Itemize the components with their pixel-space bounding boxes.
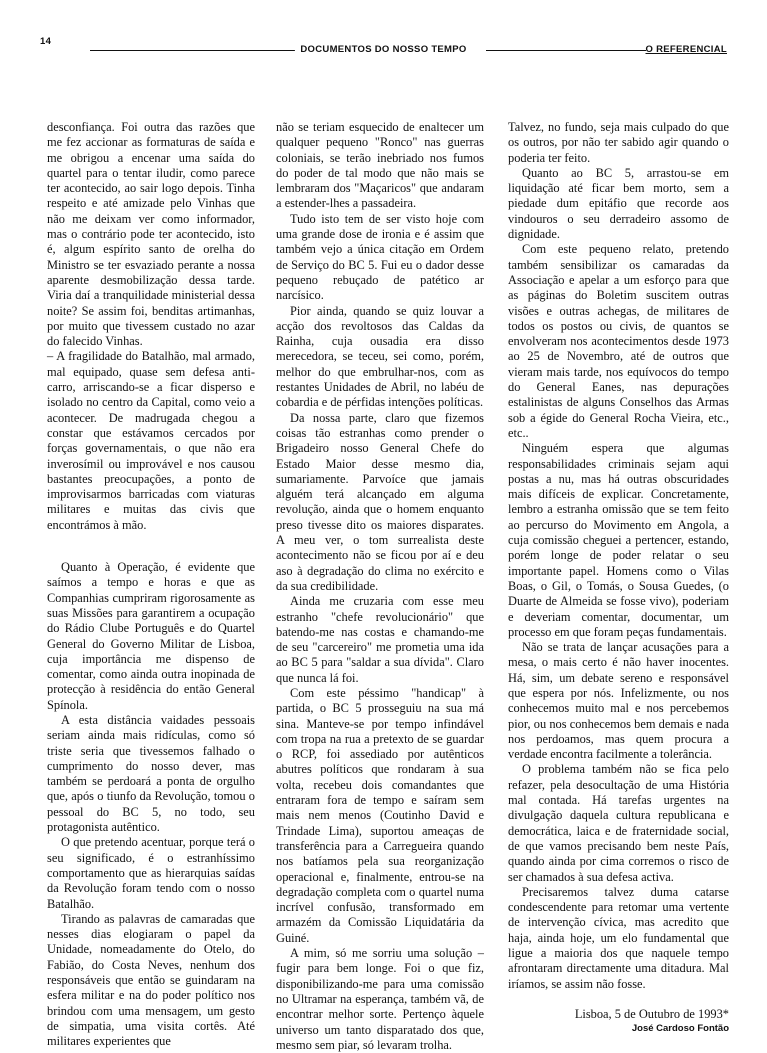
section-title: DOCUMENTOS DO NOSSO TEMPO: [294, 44, 472, 56]
article-column-2: [276, 120, 484, 1053]
paragraph: Não se trata de lançar acusações para a mesa, o mais certo é não haver inocentes. Há, sim, um debate sereno e responsável que espera por nós. Infelizmente, ou nos conhecemos muito mal e nos percebemos pior, ou nos conhecemos bem demais e nada nos perdoamos, mas quem procura a verdade encontra facilmente a tolerância.: [508, 640, 729, 762]
paragraph: Com este pequeno relato, pretendo também sensibilizar os camaradas da Associação e apelar a um esforço para que as páginas do Boletim suscitem outras visões e outras achegas, de militares de todos os postos ou civis, de quantos se envolveram nos acontecimentos desde 1973 ao 25 de Novembro, até de outros que vieram mais tarde, nos equívocos do tempo do General Eanes, nas depurações estalinistas de alguns Conselhos das Armas sob a égide do General Rocha Vieira, etc., etc..: [508, 242, 729, 440]
article-body: [47, 120, 729, 1052]
paragraph: O problema também não se fica pelo refazer, pela desocultação de uma História mal contada. Há tarefas urgentes na divulgação daquela cultura republicana e democrática, laica e de fraternidade social, de que vamos precisando bem neste País, quando ainda por cima corremos o risco de ser chamados à sua defesa activa.: [508, 762, 729, 884]
page-number: 14: [40, 36, 52, 47]
paragraph: A mim, só me sorriu uma solução – fugir para bem longe. Foi o que fiz, disponibilizando-me para uma comissão no Ultramar na esperança, também vã, de encontrar melhor sorte. Pertenço àquele universo um tanto disparatado dos que, mesmo sem piar, só levaram trolha.: [276, 946, 484, 1052]
paragraph: Quanto ao BC 5, arrastou-se em liquidação até ficar bem morto, sem a piedade dum epitáfio que recorde aos vindouros o seu derradeiro assomo de dignidade.: [508, 165, 729, 242]
paragraph: Quanto à Operação, é evidente que saímos a tempo e horas e que as Companhias cumpriram rigorosamente as suas Missões para garantirem a ocupação do Rádio Clube Português e do Quartel General do Governo Militar de Lisboa, cuja importância me dispenso de comentar, como ainda outra inopinada de protecção à residência do então General Spínola.: [47, 560, 255, 712]
paragraph: Precisaremos talvez duma catarse condescendente para retomar uma vertente de intervenção cívica, mas acredito que haja, ainda hoje, um elo fundamental que ligue a maioria dos que naquele tempo afrontaram directamente uma ditadura. Mal iríamos, se assim não fosse.: [508, 884, 729, 991]
paragraph: A esta distância vaidades pessoais seriam ainda mais ridículas, como só triste seria que tivessemos falhado o cumprimento do nosso dever, mas também se perdoará a ponta de orgulho que, após o tiunfo da Revolução, tomou o pessoal do BC 5, no todo, seu protagonista autêntico.: [47, 712, 255, 835]
paragraph: Da nossa parte, claro que fizemos coisas tão estranhas como prender o Brigadeiro nosso General Chefe do Estado Maior desse mesmo dia, sumariamente. Parvoíce que jamais alguém terá alcançado em alguma revolução, ainda que o homem enquanto preso tivesse dito os maiores disparates. A meu ver, o tom surrealista deste acontecimento não se ficou por aí e deu aso à degradação do clima no exército e da sua credibilidade.: [276, 410, 484, 593]
page-header: [40, 38, 727, 58]
paragraph: Ninguém espera que algumas responsabilidades criminais sejam aqui postas a nu, mas há outras obscuridades mais difíceis de explicar. Concretamente, lembro a estranha omissão que se tem feito ao percurso do Movimento em Angola, a cuja comissão cheguei a pertencer, estando, porém longe de poder relatar o seu importante papel. Homens como o Vilas Boas, o Gil, o Tomás, o Sousa Guedes, (o Duarte de Almeida se fosse vivo), poderiam e deveriam comentar, documentar, um processo em que foram peças fundamentais.: [508, 441, 729, 639]
paragraph: Ainda me cruzaria com esse meu estranho "chefe revolucionário" que batendo-me nas costas e chamando-me de seu "carcereiro" me prometia uma ida ao BC 5 para "saldar a sua dívida". Claro que nunca lá foi.: [276, 594, 484, 685]
header-rule-left: [90, 50, 305, 51]
paragraph: Talvez, no fundo, seja mais culpado do que os outros, por não ter sabido agir quando o poderia ter feito.: [508, 120, 729, 165]
signature-date: Lisboa, 5 de Outubro de 1993*: [574, 1006, 729, 1021]
article-column-3: [508, 120, 729, 1036]
paragraph: Tirando as palavras de camaradas que nesses dias elogiaram o papel da Unidade, nomeadamente do Otelo, do Fabião, do Costa Neves, nenhum dos responsáveis que então se guindaram na esfera militar e na do poder político nos brindou com uma mensagem, um gesto de simpatia, uma visita cortês. Até militares experientes que: [47, 911, 255, 1049]
article-column-1: [47, 120, 255, 1050]
paragraph: O que pretendo acentuar, porque terá o seu significado, é o estranhíssimo comportamento que as hierarquias saídas da Revolução foram tendo com o nosso Batalhão.: [47, 835, 255, 911]
paragraph: Pior ainda, quando se quiz louvar a acção dos revoltosos das Caldas da Rainha, cuja ousadia era disso merecedora, se teceu, sei como, porém, melhor do que embrulhar-nos, com as restantes Unidades de Abril, no labéu de cobardia e de pérfidas intenções políticas.: [276, 303, 484, 410]
paragraph: não se teriam esquecido de enaltecer um qualquer pequeno "Ronco" nas guerras coloniais, se terão inebriado nos fumos do poder de tal modo que não mais se lembraram dos "Maçaricos" que andaram a estender-lhes a passadeira.: [276, 120, 484, 211]
paragraph: Tudo isto tem de ser visto hoje com uma grande dose de ironia e é assim que também vejo a única citação em Ordem de Serviço do BC 5. Fui eu o dador desse pequeno rebuçado de patético ar narcísico.: [276, 211, 484, 303]
paragraph: Com este péssimo "handicap" à partida, o BC 5 prosseguiu na sua má sina. Manteve-se por tempo infindável com tropa na rua a pretexto de se guardar o RCP, foi assediado por autênticos abutres políticos que rondaram à sua volta, recebeu dois comandantes que entraram fora de tempo e saíram sem mais nem menos (Coutinho David e Trindade Lima), suportou ameaças de transferência para a Carregueira quando nos batíamos pela sua reorganização operacional e, finalmente, entrou-se na degradação completa com o quartel numa incrível confusão, transformado em armazém da Comissão Liquidatária da Guiné.: [276, 685, 484, 945]
paragraph: desconfiança. Foi outra das razões que me fez accionar as formaturas de saída e me obrigou a encenar uma saída do quartel para o tentar iludir, como parece ter acontecido, ao sair logo depois. Tinha respeito e até amizade pelo Vinhas que não me deixam ver como informador, mas o contrário pode ter acontecido, isto é, algum espírito santo de orelha do Ministro se ter esvaziado perante a nossa aparente desmobilização dessa tarde. Viria daí a tranquilidade ministerial dessa noite? Se assim foi, benditas artimanhas, por muito que tivessem custado no azar do falecido Vinhas.: [47, 120, 255, 349]
publication-name: O REFERENCIAL: [645, 44, 727, 55]
author-name: José Cardoso Fontão: [631, 1023, 729, 1035]
paragraph: – A fragilidade do Batalhão, mal armado, mal equipado, quase sem defesa anti-carro, arriscando-se a ficar disperso e isolado no centro da Capital, como veio a acontecer. De madrugada chegou a constar que estávamos cercados por forças governamentais, o que não era inverosímil ou improvável e nos causou bastantes preocupações, a ponto de improvisarmos barricadas com viaturas militares e muitas das civis que encontrámos à mão.: [47, 349, 255, 532]
